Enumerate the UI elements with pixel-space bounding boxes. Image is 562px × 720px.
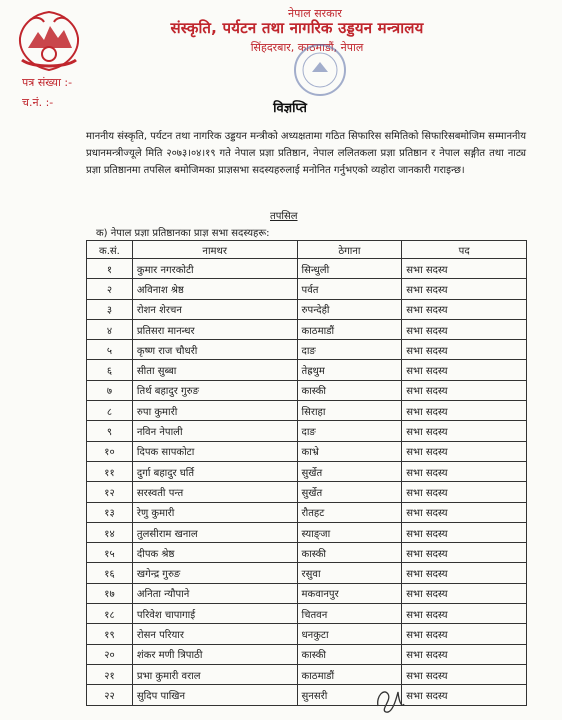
table-row <box>87 279 527 299</box>
cell-position: सभा सदस्य <box>402 604 527 624</box>
cell-position: सभा सदस्य <box>402 664 527 684</box>
cell-position: सभा सदस्य <box>402 461 527 481</box>
cell-name: दिपक सापकोटा <box>132 441 297 461</box>
cell-address: काठमाडौं <box>297 319 402 339</box>
table-row <box>87 543 527 563</box>
table-row <box>87 563 527 583</box>
cell-address: सिन्धुली <box>297 259 402 279</box>
table-row <box>87 461 527 481</box>
cell-position: सभा सदस्य <box>402 340 527 360</box>
cell-name: तुलसीराम खनाल <box>132 522 297 542</box>
cell-name: सरस्वती पन्त <box>132 482 297 502</box>
header-address: ठेगाना <box>297 241 402 259</box>
cell-serial: ७ <box>87 380 133 400</box>
cell-address: धनकुटा <box>297 624 402 644</box>
cell-position: सभा सदस्य <box>402 299 527 319</box>
table-row <box>87 401 527 421</box>
table-row <box>87 522 527 542</box>
cell-name: कुमार नगरकोटी <box>132 259 297 279</box>
cell-serial: ६ <box>87 360 133 380</box>
cell-position: सभा सदस्य <box>402 685 527 705</box>
dispatch-number-label: च.नं. :- <box>22 96 54 109</box>
cell-serial: ९ <box>87 421 133 441</box>
cell-name: दीपक श्रेष्ठ <box>132 543 297 563</box>
table-row <box>87 360 527 380</box>
cell-position: सभा सदस्य <box>402 482 527 502</box>
cell-position: सभा सदस्य <box>402 401 527 421</box>
cell-name: दुर्गा बहादुर घर्ति <box>132 461 297 481</box>
letter-number-label: पत्र संख्या :- <box>22 76 73 89</box>
table-row <box>87 624 527 644</box>
cell-position: सभा सदस्य <box>402 522 527 542</box>
cell-position: सभा सदस्य <box>402 441 527 461</box>
cell-position: सभा सदस्य <box>402 279 527 299</box>
table-row <box>87 299 527 319</box>
cell-address: स्याङ्जा <box>297 522 402 542</box>
cell-serial: १ <box>87 259 133 279</box>
cell-serial: १८ <box>87 604 133 624</box>
cell-serial: १५ <box>87 543 133 563</box>
cell-position: सभा सदस्य <box>402 421 527 441</box>
cell-address: काठमाडौं <box>297 664 402 684</box>
table-row <box>87 421 527 441</box>
cell-address: काभ्रे <box>297 441 402 461</box>
table-row <box>87 604 527 624</box>
cell-address: सुनसरी <box>297 685 402 705</box>
cell-name: प्रतिसरा मानन्धर <box>132 319 297 339</box>
members-table <box>86 240 527 706</box>
cell-serial: १९ <box>87 624 133 644</box>
cell-serial: १७ <box>87 583 133 603</box>
table-row <box>87 502 527 522</box>
cell-address: कास्की <box>297 380 402 400</box>
cell-serial: १२ <box>87 482 133 502</box>
header-position: पद <box>402 241 527 259</box>
section-title: क) नेपाल प्रज्ञा प्रतिष्ठानका प्राज्ञ सभा सदस्यहरू: <box>96 228 270 239</box>
cell-position: सभा सदस्य <box>402 543 527 563</box>
cell-serial: ५ <box>87 340 133 360</box>
table-header-row <box>87 241 527 259</box>
cell-position: सभा सदस्य <box>402 380 527 400</box>
cell-address: कास्की <box>297 543 402 563</box>
cell-address: पर्वत <box>297 279 402 299</box>
cell-name: सुदिप पाखिन <box>132 685 297 705</box>
cell-address: कास्की <box>297 644 402 664</box>
cell-position: सभा सदस्य <box>402 259 527 279</box>
cell-serial: २ <box>87 279 133 299</box>
cell-serial: ३ <box>87 299 133 319</box>
cell-position: सभा सदस्य <box>402 644 527 664</box>
cell-address: सुर्खेत <box>297 482 402 502</box>
table-row <box>87 583 527 603</box>
schedule-heading: तपसिल <box>270 211 298 222</box>
cell-address: मकवानपुर <box>297 583 402 603</box>
cell-address: सिराहा <box>297 401 402 421</box>
ministry-address: सिंहदरबार, काठमाडौं, नेपाल <box>250 41 364 54</box>
cell-name: रेणु कुमारी <box>132 502 297 522</box>
cell-serial: २१ <box>87 664 133 684</box>
cell-address: रौतहट <box>297 502 402 522</box>
signature-icon <box>372 682 408 716</box>
header-name: नामथर <box>132 241 297 259</box>
cell-name: कृष्ण राज चौधरी <box>132 340 297 360</box>
notice-title: विज्ञप्ति <box>273 101 307 116</box>
cell-serial: ४ <box>87 319 133 339</box>
cell-address: सुर्खेत <box>297 461 402 481</box>
cell-name: शंकर मणी त्रिपाठी <box>132 644 297 664</box>
government-label: नेपाल सरकार <box>288 7 342 20</box>
table-row <box>87 319 527 339</box>
cell-serial: २२ <box>87 685 133 705</box>
cell-serial: २० <box>87 644 133 664</box>
cell-address: रुपन्देही <box>297 299 402 319</box>
cell-position: सभा सदस्य <box>402 624 527 644</box>
cell-name: अनिता न्यौपाने <box>132 583 297 603</box>
cell-address: चितवन <box>297 604 402 624</box>
ministry-stamp-icon <box>292 42 348 98</box>
cell-name: अविनाश श्रेष्ठ <box>132 279 297 299</box>
nepal-emblem-icon <box>12 8 86 74</box>
cell-serial: ११ <box>87 461 133 481</box>
table-row <box>87 664 527 684</box>
cell-position: सभा सदस्य <box>402 583 527 603</box>
cell-address: तेह्रथुम <box>297 360 402 380</box>
cell-name: सीता सुब्बा <box>132 360 297 380</box>
table-row <box>87 380 527 400</box>
cell-address: दाङ <box>297 421 402 441</box>
cell-serial: १६ <box>87 563 133 583</box>
table-row <box>87 685 527 705</box>
table-row <box>87 340 527 360</box>
cell-position: सभा सदस्य <box>402 563 527 583</box>
table-row <box>87 644 527 664</box>
table-row <box>87 482 527 502</box>
notice-body: माननीय संस्कृति, पर्यटन तथा नागरिक उड्डयन मन्त्रीको अध्यक्षतामा गठित सिफारिस समितिको सिफारिसबमोजिम सम्माननीय प्रधानमन्त्रीज्यूले मिति २०७३।०४।१९ गते नेपाल प्रज्ञा प्रतिष्ठान, नेपाल ललितकला प्रज्ञा प्रतिष्ठान र नेपाल सङ्गीत तथा नाट्य प्रज्ञा प्रतिष्ठानमा तपसिल बमोजिमका प्राज्ञसभा सदस्यहरुलाई मनोनित गर्नुभएको व्यहोरा जानकारी गराइन्छ। <box>86 131 526 176</box>
cell-name: रोशन शेरचन <box>132 299 297 319</box>
cell-position: सभा सदस्य <box>402 502 527 522</box>
cell-address: रसुवा <box>297 563 402 583</box>
cell-name: तिर्थ बहादुर गुरुङ <box>132 380 297 400</box>
cell-name: नविन नेपाली <box>132 421 297 441</box>
cell-serial: १४ <box>87 522 133 542</box>
cell-address: दाङ <box>297 340 402 360</box>
cell-serial: ८ <box>87 401 133 421</box>
cell-name: परिवेश चापागाई <box>132 604 297 624</box>
cell-name: खगेन्द्र गुरुङ <box>132 563 297 583</box>
table-row <box>87 259 527 279</box>
cell-name: प्रभा कुमारी वराल <box>132 664 297 684</box>
cell-position: सभा सदस्य <box>402 360 527 380</box>
cell-position: सभा सदस्य <box>402 319 527 339</box>
cell-name: रोसन परियार <box>132 624 297 644</box>
cell-name: रुपा कुमारी <box>132 401 297 421</box>
header-serial: क.सं. <box>87 241 133 259</box>
table-row <box>87 441 527 461</box>
cell-serial: १३ <box>87 502 133 522</box>
ministry-name: संस्कृति, पर्यटन तथा नागरिक उड्डयन मन्त्रालय <box>170 19 424 37</box>
cell-serial: १० <box>87 441 133 461</box>
